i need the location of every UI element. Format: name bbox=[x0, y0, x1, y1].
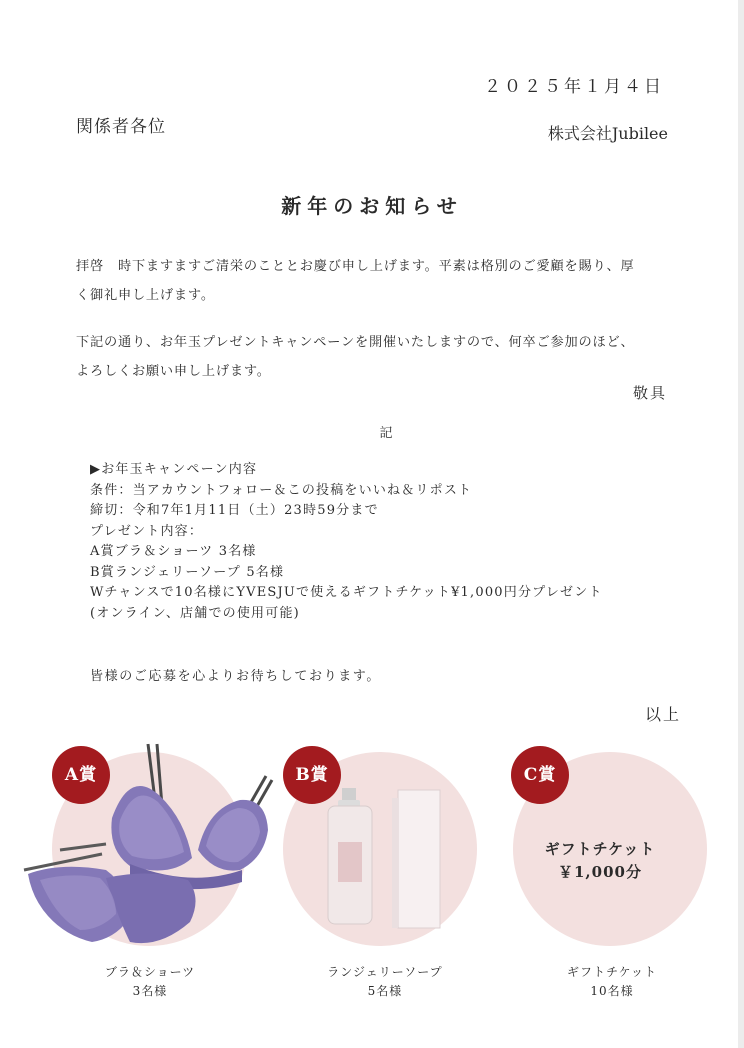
page-edge bbox=[738, 0, 744, 1048]
details-deadline: 締切：令和7年1月11日（土）23時59分まで bbox=[90, 503, 379, 518]
prize-a-caption bbox=[50, 963, 250, 1001]
prize-b-count: 5名様 bbox=[367, 984, 403, 998]
greeting-line: く御礼申し上げます。 bbox=[76, 288, 215, 303]
ki-marker: 記 bbox=[379, 426, 393, 441]
prize-c-badge: C賞 bbox=[511, 746, 569, 804]
details-prize-w: Wチャンスで10名様にYVESJUで使えるギフトチケット¥1,000円分プレゼント bbox=[90, 585, 603, 600]
gift-card-label: ギフトチケット bbox=[544, 840, 656, 858]
campaign-line: よろしくお願い申し上げます。 bbox=[76, 364, 271, 379]
greeting-line: 拝啓 時下ますますご清栄のこととお慶び申し上げます。平素は格別のご愛顧を賜り、厚 bbox=[76, 259, 635, 274]
soap-image bbox=[320, 780, 450, 930]
prize-c-name: ギフトチケット bbox=[567, 965, 657, 979]
prize-b-caption bbox=[285, 963, 485, 1001]
prize-a-name: ブラ＆ショーツ bbox=[104, 965, 196, 979]
prize-b-badge: B賞 bbox=[283, 746, 341, 804]
details-present-label: プレゼント内容： bbox=[90, 523, 204, 539]
addressee: 関係者各位 bbox=[76, 117, 166, 137]
details-prize-w-note: (オンライン、店舗での使用可能) bbox=[90, 605, 300, 621]
closing-message: 皆様のご応募を心よりお待ちしております。 bbox=[90, 669, 381, 684]
prize-c-caption bbox=[512, 963, 712, 1001]
greeting-paragraph bbox=[76, 252, 676, 310]
details-prize-a: A賞ブラ＆ショーツ 3名様 bbox=[90, 544, 257, 559]
details-heading: ▶お年玉キャンペーン内容 bbox=[90, 462, 258, 477]
details-prize-b: B賞ランジェリーソープ 5名様 bbox=[90, 564, 285, 580]
gift-card bbox=[540, 838, 660, 884]
ijo-marker: 以上 bbox=[644, 705, 681, 724]
gift-card-amount: ￥1,000分 bbox=[558, 863, 642, 881]
company-name: 株式会社Jubilee bbox=[547, 124, 668, 143]
campaign-line: 下記の通り、お年玉プレゼントキャンペーンを開催いたしますので、何卒ご参加のほど、 bbox=[76, 335, 635, 350]
campaign-paragraph bbox=[76, 328, 676, 386]
prize-a-count: 3名様 bbox=[132, 984, 168, 998]
prize-a-badge: A賞 bbox=[52, 746, 110, 804]
document-title: 新年のお知らせ bbox=[281, 194, 463, 218]
campaign-details bbox=[90, 460, 603, 624]
details-condition: 条件：当アカウントフォロー＆この投稿をいいね＆リポスト bbox=[90, 482, 473, 498]
prize-b-name: ランジェリーソープ bbox=[327, 965, 443, 979]
prize-c-count: 10名様 bbox=[590, 984, 634, 998]
closing-keigu: 敬具 bbox=[632, 384, 667, 402]
document-date: ２０２５年１月４日 bbox=[484, 77, 664, 97]
